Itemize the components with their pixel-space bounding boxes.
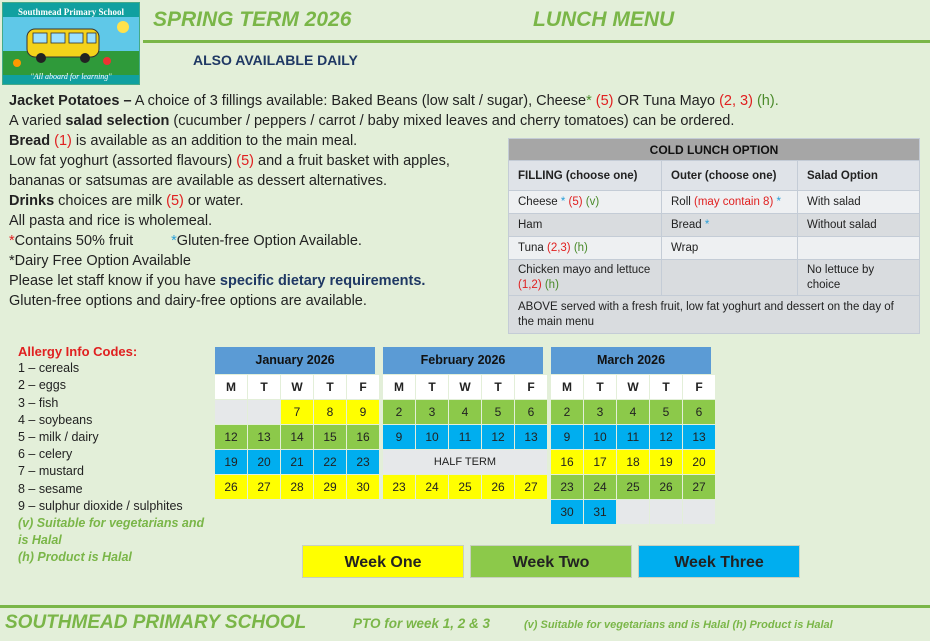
weekday-header: T (314, 375, 346, 399)
weekday-header: F (683, 375, 715, 399)
allergy-title: Allergy Info Codes: (18, 344, 138, 359)
fruit-legend: Contains 50% fruit (14, 233, 134, 249)
calendar-day: 15 (314, 425, 346, 449)
calendar-day: 5 (482, 400, 514, 424)
calendar-day: 26 (215, 475, 247, 499)
salad-line (9, 111, 779, 131)
fruit-star: * (586, 93, 592, 109)
gluten-free-star: * (704, 219, 710, 231)
halal-code: (h). (752, 93, 779, 109)
calendar-day: 8 (314, 400, 346, 424)
weekday-header: F (347, 375, 379, 399)
column-header: Outer (choose one) (662, 161, 798, 191)
calendar-day: 27 (683, 475, 715, 499)
table-row (509, 214, 920, 237)
half-term-label: HALF TERM (383, 450, 547, 474)
cold-lunch-footer: ABOVE served with a fresh fruit, low fat yoghurt and dessert on the day of the main menu (509, 296, 920, 334)
salad-text: A varied (9, 113, 66, 129)
calendar-day: 12 (215, 425, 247, 449)
calendar-january (215, 347, 375, 499)
allergen-code: (2, 3) (715, 93, 753, 109)
allergy-code-item: 1 – cereals (18, 361, 80, 376)
calendar-day: 16 (551, 450, 583, 474)
calendar-day: 27 (515, 475, 547, 499)
allergen-code: (5) (591, 93, 614, 109)
calendar-day: 23 (347, 450, 379, 474)
footer-divider (0, 605, 930, 608)
halal-note: (h) Product is Halal (18, 550, 132, 565)
filling-cell: Ham (509, 214, 662, 237)
halal-code: (h) (541, 278, 559, 291)
filling-name: Chicken mayo and lettuce (518, 263, 651, 276)
allergen-code: (5) (232, 153, 254, 169)
calendar-day (215, 400, 247, 424)
gluten-free-star: * (560, 196, 566, 208)
yoghurt-text: Low fat yoghurt (assorted flavours) (9, 153, 233, 169)
dairy-free-line: *Dairy Free Option Available (9, 253, 191, 269)
filling-name: Tuna (518, 242, 547, 254)
bus-illustration (3, 17, 140, 75)
calendar-day: 30 (347, 475, 379, 499)
outer-name: Roll (671, 196, 695, 208)
menu-heading: LUNCH MENU (533, 8, 675, 31)
bread-label: Bread (9, 133, 51, 149)
allergy-code-item: 3 – fish (18, 395, 59, 410)
filling-cell (509, 191, 662, 214)
weekday-header: T (650, 375, 682, 399)
weekday-header: T (482, 375, 514, 399)
allergy-code-item: 2 – eggs (18, 378, 66, 393)
calendar-title: March 2026 (551, 347, 711, 374)
calendar-day: 3 (416, 400, 448, 424)
calendar-day: 3 (584, 400, 616, 424)
weekday-header: W (449, 375, 481, 399)
salad-text: (cucumber / peppers / carrot / baby mixed leaves and cherry tomatoes) can be ordered. (169, 113, 735, 129)
gluten-free-legend: Gluten-free Option Available. (176, 233, 362, 249)
calendar-day: 26 (650, 475, 682, 499)
calendar-day: 24 (416, 475, 448, 499)
calendar-day: 27 (248, 475, 280, 499)
calendar-day: 17 (584, 450, 616, 474)
footer-note: (v) Suitable for vegetarians and is Halal (h) Product is Halal (524, 619, 833, 631)
veg-note: (v) Suitable for vegetarians and (18, 516, 205, 531)
veg-note-cont: is Halal (18, 533, 62, 548)
bread-text: is available as an addition to the main meal. (71, 133, 358, 149)
calendar-day: 5 (650, 400, 682, 424)
allergy-list (18, 360, 204, 515)
outer-cell (662, 260, 798, 296)
weekday-header: W (617, 375, 649, 399)
allergen-code: (5) (162, 193, 184, 209)
calendar-day: 9 (551, 425, 583, 449)
cold-lunch-table (508, 138, 920, 334)
jacket-potato-label: Jacket Potatoes – (9, 93, 132, 109)
yoghurt-text: and a fruit basket with apples, (254, 153, 450, 169)
calendar-day: 10 (416, 425, 448, 449)
logo-title: Southmead Primary School (17, 7, 124, 17)
staff-text: Please let staff know if you have (9, 273, 220, 289)
footer-pto: PTO for week 1, 2 & 3 (353, 616, 491, 631)
allergen-code: (2,3) (546, 242, 571, 254)
calendar-day: 22 (314, 450, 346, 474)
table-row (509, 237, 920, 260)
calendar-day: 2 (383, 400, 415, 424)
fruit-star: * (9, 233, 15, 249)
salad-cell: No lettuce by choice (798, 260, 920, 296)
weekday-header: M (383, 375, 415, 399)
outer-cell: Wrap (662, 237, 798, 260)
allergy-codes (18, 343, 204, 567)
weekday-header: T (248, 375, 280, 399)
calendar-day: 13 (515, 425, 547, 449)
jacket-potato-text: A choice of 3 fillings available: Baked Beans (low salt / sugar), Cheese (131, 93, 587, 109)
term-heading: SPRING TERM 2026 (153, 8, 352, 31)
week-three-legend: Week Three (638, 545, 800, 578)
outer-name: Bread (671, 219, 705, 231)
halal-code: (h) (570, 242, 588, 254)
outer-cell (662, 191, 798, 214)
calendar-day: 6 (515, 400, 547, 424)
calendar-day: 11 (449, 425, 481, 449)
filling-cell (509, 260, 662, 296)
calendar-day: 26 (482, 475, 514, 499)
allergen-code: (5) (565, 196, 583, 208)
gluten-free-star: * (171, 233, 177, 249)
school-logo (2, 2, 140, 85)
allergy-code-item: 6 – celery (18, 447, 73, 462)
filling-cell (509, 237, 662, 260)
allergy-code-item: 8 – sesame (18, 481, 83, 496)
week-two-legend: Week Two (470, 545, 632, 578)
header-divider (143, 40, 930, 43)
calendar-february (383, 347, 543, 499)
calendar-day (650, 500, 682, 524)
calendar-day: 12 (482, 425, 514, 449)
column-header: Salad Option (798, 161, 920, 191)
allergy-code-item: 9 – sulphur dioxide / sulphites (18, 498, 183, 513)
week-one-legend: Week One (302, 545, 464, 578)
calendar-day: 25 (449, 475, 481, 499)
calendar-day: 30 (551, 500, 583, 524)
calendar-day: 9 (347, 400, 379, 424)
logo-slogan: "All aboard for learning" (30, 72, 112, 81)
jacket-potato-or: OR Tuna Mayo (613, 93, 716, 109)
calendar-day: 21 (281, 450, 313, 474)
also-available-heading: ALSO AVAILABLE DAILY (193, 52, 358, 68)
calendar-grid (551, 375, 711, 524)
calendar-day (617, 500, 649, 524)
calendar-march (551, 347, 711, 524)
gf-df-line: Gluten-free options and dairy-free options are available. (9, 293, 367, 309)
calendar-day (248, 400, 280, 424)
calendar-title: January 2026 (215, 347, 375, 374)
filling-name: Cheese (518, 196, 561, 208)
calendar-day: 2 (551, 400, 583, 424)
veg-code: (v) (582, 196, 600, 208)
calendar-day: 13 (683, 425, 715, 449)
calendar-day: 28 (281, 475, 313, 499)
calendar-grid (215, 375, 375, 499)
calendar-day: 12 (650, 425, 682, 449)
weekday-header: F (515, 375, 547, 399)
column-header: FILLING (choose one) (509, 161, 662, 191)
calendar-day: 23 (551, 475, 583, 499)
calendar-day: 20 (248, 450, 280, 474)
calendar-day: 11 (617, 425, 649, 449)
calendar-day: 13 (248, 425, 280, 449)
calendar-day: 31 (584, 500, 616, 524)
weekday-header: T (584, 375, 616, 399)
calendar-day: 14 (281, 425, 313, 449)
calendar-day: 9 (383, 425, 415, 449)
allergy-code-item: 5 – milk / dairy (18, 430, 99, 445)
calendar-day: 16 (347, 425, 379, 449)
calendar-day (683, 500, 715, 524)
calendar-day: 23 (383, 475, 415, 499)
salad-cell (798, 237, 920, 260)
calendar-day: 6 (683, 400, 715, 424)
calendar-day: 4 (449, 400, 481, 424)
drinks-text: choices are milk (54, 193, 163, 209)
gluten-free-star: * (773, 196, 781, 208)
calendar-grid (383, 375, 543, 499)
calendar-day: 18 (617, 450, 649, 474)
allergen-code: (1) (50, 133, 72, 149)
salad-cell: With salad (798, 191, 920, 214)
table-row (509, 191, 920, 214)
dessert-line: bananas or satsumas are available as dessert alternatives. (9, 173, 388, 189)
weekday-header: T (416, 375, 448, 399)
calendar-day: 7 (281, 400, 313, 424)
calendar-title: February 2026 (383, 347, 543, 374)
calendar-day: 4 (617, 400, 649, 424)
allergy-code-item: 7 – mustard (18, 464, 85, 479)
footer-school-name: SOUTHMEAD PRIMARY SCHOOL (5, 612, 307, 633)
weekday-header: M (551, 375, 583, 399)
pasta-line: All pasta and rice is wholemeal. (9, 213, 213, 229)
weekday-header: M (215, 375, 247, 399)
allergy-code-item: 4 – soybeans (18, 412, 93, 427)
weekday-header: W (281, 375, 313, 399)
calendar-day: 29 (314, 475, 346, 499)
drinks-label: Drinks (9, 193, 55, 209)
cold-lunch-title: COLD LUNCH OPTION (509, 139, 920, 161)
calendar-day: 19 (215, 450, 247, 474)
allergen-code: (1,2) (518, 278, 542, 291)
drinks-text: or water. (183, 193, 244, 209)
calendar-day: 25 (617, 475, 649, 499)
calendar-day: 24 (584, 475, 616, 499)
dietary-requirements: specific dietary requirements. (219, 273, 426, 289)
salad-label: salad selection (65, 113, 170, 129)
salad-cell: Without salad (798, 214, 920, 237)
calendar-day: 10 (584, 425, 616, 449)
outer-cell (662, 214, 798, 237)
calendar-day: 20 (683, 450, 715, 474)
allergen-note: (may contain 8) (694, 196, 774, 208)
jacket-potato-line (9, 91, 779, 111)
calendar-day: 19 (650, 450, 682, 474)
table-row (509, 260, 920, 296)
